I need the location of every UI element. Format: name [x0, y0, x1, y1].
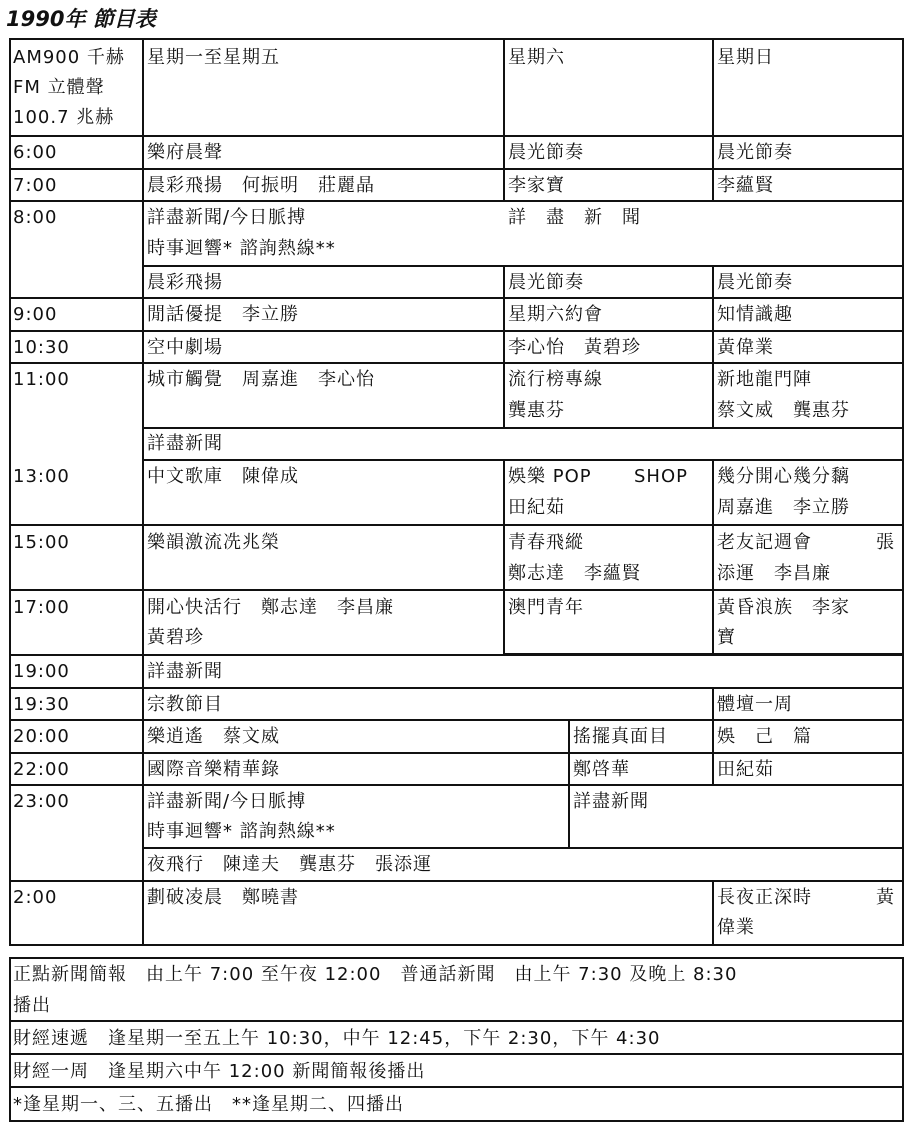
program-cell: 詳盡新聞 [573, 791, 649, 812]
program-cell: 詳 盡 新 聞 [508, 207, 641, 228]
program-cell: 黃碧珍 [147, 627, 204, 648]
program-cell: 田紀茹 [508, 497, 565, 518]
news-note-line2: 播出 [13, 995, 51, 1016]
news-note-line1: 正點新聞簡報 由上午 7:00 至午夜 12:00 普通話新聞 由上午 7:30 及晚上 8:30 [13, 964, 738, 985]
time-0200: 2:00 [13, 887, 58, 908]
time-1300: 13:00 [13, 466, 70, 487]
time-0800: 8:00 [13, 207, 58, 228]
time-2200: 22:00 [13, 759, 70, 780]
program-cell: 知情識趣 [717, 304, 793, 325]
program-cell: SHOP [634, 466, 688, 487]
time-1030: 10:30 [13, 337, 70, 358]
time-1500: 15:00 [13, 532, 70, 553]
program-cell: 周嘉進 李立勝 [717, 497, 850, 518]
station-fm-freq: 100.7 兆赫 [13, 107, 115, 128]
time-1700: 17:00 [13, 597, 70, 618]
station-fm: FM 立體聲 [13, 77, 105, 98]
time-1100: 11:00 [13, 369, 70, 390]
program-cell: 詳盡新聞 [147, 661, 223, 682]
program-cell: 幾分開心幾分黐 [717, 466, 850, 487]
grid-line [9, 38, 11, 946]
program-cell: 老友記週會 [717, 532, 812, 553]
time-2000: 20:00 [13, 726, 70, 747]
program-cell: 空中劇場 [147, 337, 223, 358]
program-cell: 詳盡新聞 [147, 433, 223, 454]
program-cell: 娛 己 篇 [717, 726, 812, 747]
program-cell: 鄭志達 李蘊賢 [508, 563, 641, 584]
program-cell: 澳門青年 [508, 597, 584, 618]
program-cell: 城市觸覺 周嘉進 李心怡 [147, 369, 375, 390]
program-cell: 樂韻激流冼兆榮 [147, 532, 280, 553]
grid-line [9, 654, 904, 656]
program-cell: 寶 [717, 627, 736, 648]
program-cell: 詳盡新聞/今日脈搏 [147, 207, 307, 228]
time-1900: 19:00 [13, 661, 70, 682]
program-cell: 田紀茹 [717, 759, 774, 780]
program-cell: 詳盡新聞/今日脈搏 [147, 791, 307, 812]
program-cell: 國際音樂精華錄 [147, 759, 280, 780]
time-0600: 6:00 [13, 142, 58, 163]
program-cell: 宗教節目 [147, 694, 223, 715]
grid-line [503, 38, 505, 200]
program-cell: 鄭啓華 [573, 759, 630, 780]
program-cell: 劃破凌晨 鄭曉書 [147, 887, 299, 908]
header-mon-fri: 星期一至星期五 [147, 47, 280, 68]
program-cell: 閒話優提 李立勝 [147, 304, 299, 325]
program-cell: 星期六約會 [508, 304, 603, 325]
program-cell: 晨光節奏 [717, 142, 793, 163]
program-cell: 樂逍遙 蔡文威 [147, 726, 280, 747]
program-cell: 偉業 [717, 917, 755, 938]
program-cell: 龔惠芬 [508, 400, 565, 421]
grid-line [712, 266, 714, 428]
program-cell: 晨光節奏 [508, 142, 584, 163]
program-cell: 蔡文威 龔惠芬 [717, 400, 850, 421]
grid-line [503, 460, 505, 654]
program-cell: 晨光節奏 [508, 272, 584, 293]
program-cell: 中文歌庫 陳偉成 [147, 466, 299, 487]
page-title: 1990年 節目表 [6, 7, 156, 31]
program-cell: 黃 [876, 887, 895, 908]
program-cell: 搖擺真面目 [573, 726, 668, 747]
program-cell: 青春飛縱 [508, 532, 584, 553]
program-cell: 李家寶 [508, 175, 565, 196]
program-cell: 添運 李昌廉 [717, 563, 831, 584]
time-2300: 23:00 [13, 791, 70, 812]
program-cell: 流行榜專線 [508, 369, 603, 390]
program-cell: 樂府晨聲 [147, 142, 223, 163]
program-cell: 長夜正深時 [717, 887, 812, 908]
program-cell: 娛樂 POP [508, 466, 592, 487]
grid-line [712, 880, 714, 946]
grid-line [503, 266, 505, 428]
program-cell: 李心怡 黃碧珍 [508, 337, 641, 358]
grid-line [142, 427, 904, 429]
program-cell: 黃昏浪族 李家 [717, 597, 850, 618]
grid-line [712, 460, 714, 654]
header-saturday: 星期六 [508, 47, 565, 68]
grid-line [142, 38, 144, 946]
grid-line [712, 688, 714, 784]
program-cell: 黃偉業 [717, 337, 774, 358]
time-0900: 9:00 [13, 304, 58, 325]
finance-flash-note: 財經速遞 逢星期一至五上午 10:30，中午 12:45，下午 2:30，下午 4:30 [13, 1028, 661, 1049]
program-cell: 晨彩飛揚 何振明 莊麗晶 [147, 175, 375, 196]
program-cell: 時事迴響* 諮詢熱線** [147, 238, 336, 259]
program-cell: 張 [876, 532, 895, 553]
time-0700: 7:00 [13, 175, 58, 196]
program-cell: 開心快活行 鄭志達 李昌廉 [147, 597, 394, 618]
header-sunday: 星期日 [717, 47, 774, 68]
station-am: AM900 千赫 [13, 47, 125, 68]
grid-line [9, 524, 904, 526]
finance-week-note: 財經一周 逢星期六中午 12:00 新聞簡報後播出 [13, 1061, 426, 1082]
grid-line [902, 38, 904, 946]
program-cell: 李蘊賢 [717, 175, 774, 196]
program-cell: 時事迴響* 諮詢熱線** [147, 821, 336, 842]
program-cell: 晨彩飛揚 [147, 272, 223, 293]
time-1930: 19:30 [13, 694, 70, 715]
program-cell: 夜飛行 陳達夫 龔惠芬 張添運 [147, 854, 432, 875]
program-cell: 新地龍門陣 [717, 369, 812, 390]
program-cell: 晨光節奏 [717, 272, 793, 293]
grid-line [712, 38, 714, 200]
footnote: *逢星期一、三、五播出 **逢星期二、四播出 [13, 1094, 404, 1115]
program-cell: 體壇一周 [717, 694, 793, 715]
